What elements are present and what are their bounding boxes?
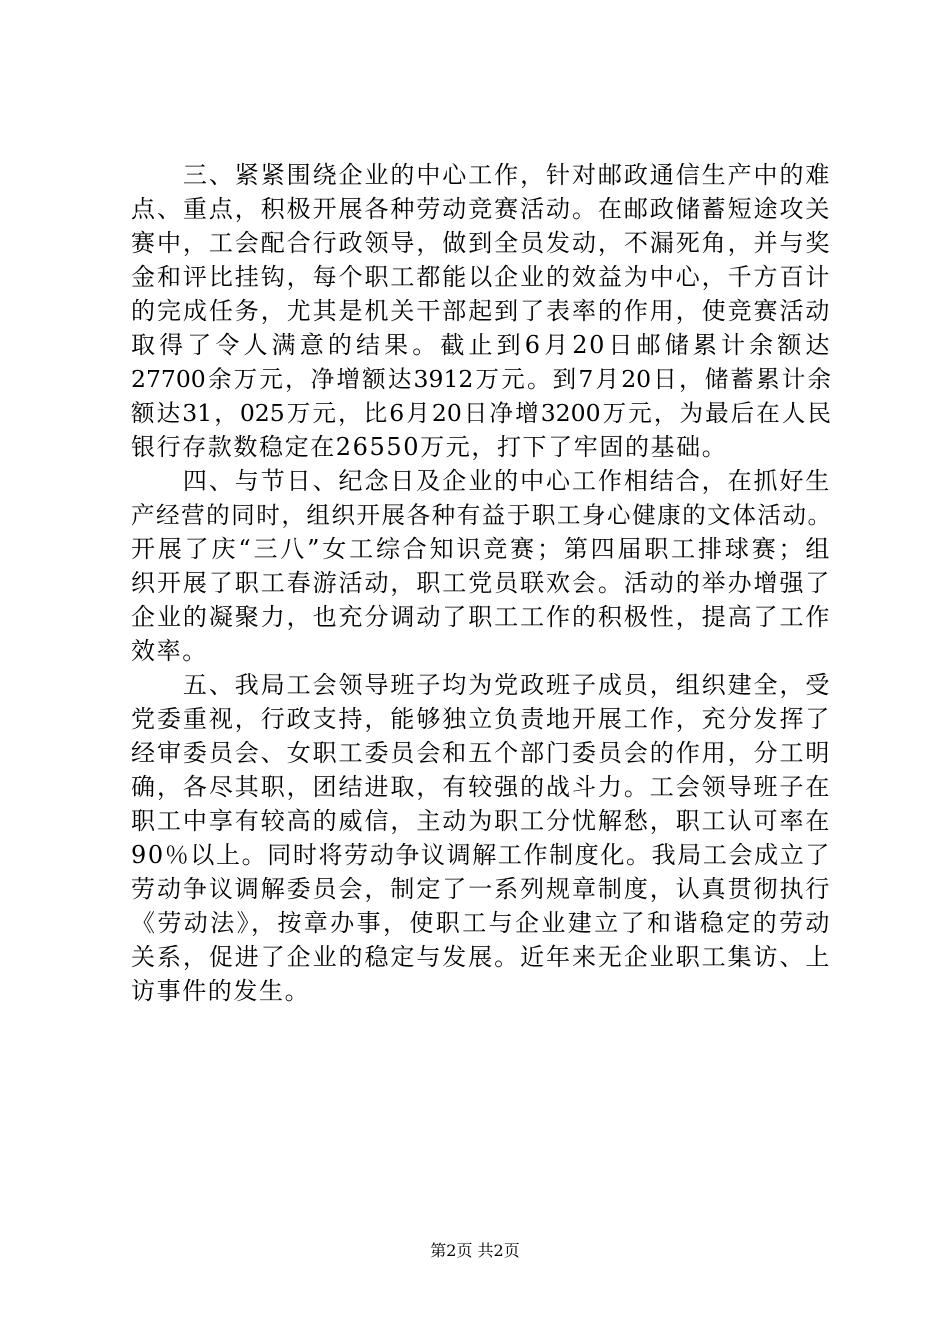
text-line: 90％以上。同时将劳动争议调解工作制度化。我局工会成立了 bbox=[131, 841, 831, 869]
text-line: 点、重点，积极开展各种劳动竞赛活动。在邮政储蓄短途攻关 bbox=[131, 195, 831, 223]
text-line: 关系，促进了企业的稳定与发展。近年来无企业职工集访、上 bbox=[131, 943, 831, 971]
text-line: 效率。 bbox=[131, 637, 208, 665]
text-line: 三、紧紧围绕企业的中心工作，针对邮政通信生产中的难 bbox=[131, 161, 831, 189]
text-line: 的完成任务，尤其是机关干部起到了表率的作用，使竞赛活动 bbox=[131, 297, 831, 325]
text-line: 织开展了职工春游活动，职工党员联欢会。活动的举办增强了 bbox=[131, 569, 831, 597]
text-line: 四、与节日、纪念日及企业的中心工作相结合，在抓好生 bbox=[131, 467, 831, 495]
text-line: 金和评比挂钩，每个职工都能以企业的效益为中心，千方百计 bbox=[131, 263, 831, 291]
text-line: 企业的凝聚力，也充分调动了职工工作的积极性，提高了工作 bbox=[131, 603, 831, 631]
text-line: 职工中享有较高的威信，主动为职工分忧解愁，职工认可率在 bbox=[131, 807, 831, 835]
text-line: 取得了令人满意的结果。截止到6月20日邮储累计余额达 bbox=[131, 331, 831, 359]
body-text bbox=[131, 158, 831, 1008]
text-line: 党委重视，行政支持，能够独立负责地开展工作，充分发挥了 bbox=[131, 705, 831, 733]
text-line: 赛中，工会配合行政领导，做到全员发动，不漏死角，并与奖 bbox=[131, 229, 831, 257]
text-line: 额达31，025万元，比6月20日净增3200万元，为最后在人民 bbox=[131, 399, 831, 427]
page-number-footer: 第2页 共2页 bbox=[430, 1241, 520, 1260]
text-line: 经审委员会、女职工委员会和五个部门委员会的作用，分工明 bbox=[131, 739, 831, 767]
text-line: 产经营的同时，组织开展各种有益于职工身心健康的文体活动。 bbox=[131, 501, 831, 529]
text-line: 开展了庆“三八”女工综合知识竞赛；第四届职工排球赛；组 bbox=[131, 535, 831, 563]
text-line: 五、我局工会领导班子均为党政班子成员，组织建全，受 bbox=[131, 671, 831, 699]
text-line: 银行存款数稳定在26550万元，打下了牢固的基础。 bbox=[131, 433, 728, 461]
text-line: 27700余万元，净增额达3912万元。到7月20日，储蓄累计余 bbox=[131, 365, 831, 393]
text-line: 《劳动法》，按章办事，使职工与企业建立了和谐稳定的劳动 bbox=[131, 909, 831, 937]
text-line: 访事件的发生。 bbox=[131, 977, 311, 1005]
text-line: 确，各尽其职，团结进取，有较强的战斗力。工会领导班子在 bbox=[131, 773, 831, 801]
text-line: 劳动争议调解委员会，制定了一系列规章制度，认真贯彻执行 bbox=[131, 875, 831, 903]
